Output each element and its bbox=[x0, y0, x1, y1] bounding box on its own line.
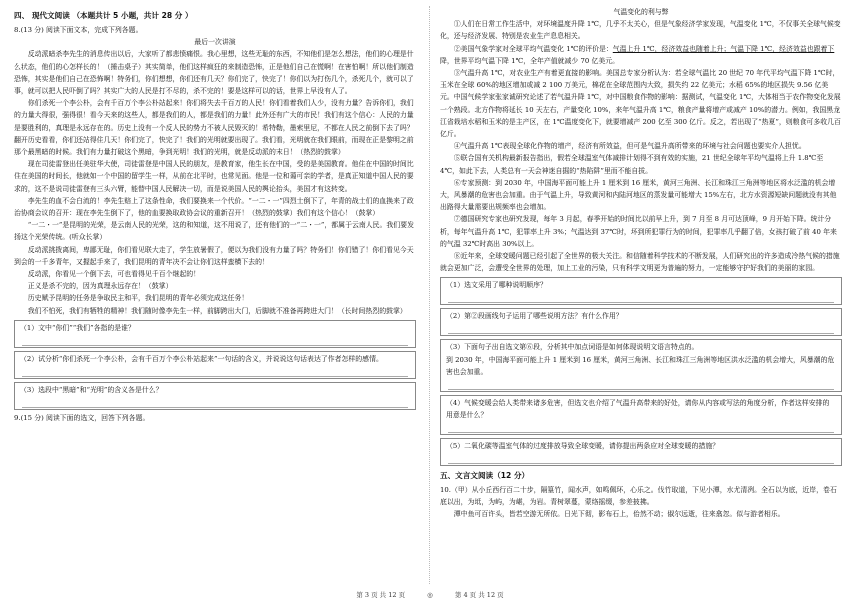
page-divider bbox=[429, 6, 430, 584]
question-text: （4）气候变暖会给人类带来诸多危害，但选文也介绍了气温升高带来的好处，请你从内容或写法的角度分析，作者这样安排的用意是什么？ bbox=[446, 399, 830, 420]
article-title-left: 最后一次讲演 bbox=[194, 38, 236, 47]
article-title-right: 气温变化的利与弊 bbox=[613, 8, 669, 16]
paragraph: ①人们在日常工作生活中，对环境温度升降 1℃，几乎不太关心，但是气象经济学家发现，气温变化 1℃，不仅事关全球气候变化，还与经济发展、特别是农业生产息息相关。 bbox=[440, 20, 841, 41]
question-box bbox=[440, 339, 842, 392]
question-text: （1）文中“你们”“我们”各指的是谁？ bbox=[20, 323, 135, 332]
paragraph: 反动派，你看见一个倒下去，可也看得见千百个继起的！ bbox=[27, 270, 201, 279]
answer-line[interactable] bbox=[22, 396, 408, 408]
binding-mark: ◎ bbox=[427, 591, 433, 599]
paragraph: ⑤联合国有关机构最新报告指出，假若全球温室气体减排计划得不到有效的实施，21 世纪全球年平均气温将上升 1.8℃至 4℃，如此下去，人类总有一天会神迷自掘的“热陷阱”里而不能自拔。 bbox=[440, 154, 824, 175]
paragraph: “一二・一”是昆明的光荣，是云南人民的光荣，这的和知道，这不用说了，还有他们的一“二・一”，都属于云南人民。我们要发扬这个光荣传统。(听众长掌） bbox=[14, 221, 414, 242]
q10-text-continued: 潭中鱼可百许头，皆若空游无所依。日光下彻，影布石上，佁然不动；俶尔远逝，往来翕忽。似与游者相乐。 bbox=[453, 510, 785, 519]
answer-line[interactable] bbox=[448, 421, 834, 433]
question-box bbox=[14, 320, 416, 348]
answer-line[interactable] bbox=[448, 322, 834, 334]
paragraph: 反动派暗杀李先生的消息传出以后，大家听了都悲愤痛恨。我心里想，这些无耻的东西，不知他们是怎么想法，他们的心理是什么状态，他们的心怎样长的！（捶击桌子）其实简单，他们这样疯狂的来制造恐怖，正是他们自己在慌啊！在害怕啊！所以他们制造恐怖，其实是他们自己在恐怖啊！特务们，你们想想，你们还有几天？你们完了，快完了！你们以为打伤几个，杀死几个，就可以了事，就可以把人民吓倒了吗？其实广大的人民是打不尽的，杀不完的！要是这样可以的话，世界上早没有人了。 bbox=[14, 50, 414, 96]
page-footer bbox=[0, 588, 860, 602]
paragraph-text: ②美国气象学家对全球平均气温变化 1℃的评价是： bbox=[453, 44, 613, 53]
section-four-title: 四、 现代文阅读 （本题共计 5 小题，共计 28 分 ） bbox=[14, 11, 193, 20]
q9-intro: 9.(15 分) 阅读下面的选文，回答下列各题。 bbox=[14, 413, 150, 422]
answer-line[interactable] bbox=[448, 291, 834, 303]
question-text: （2）第②段画线句子运用了哪些说明方法？有什么作用？ bbox=[446, 312, 623, 321]
answer-line[interactable] bbox=[448, 452, 834, 464]
question-text: （5）二氧化碳等温室气体的过度排放导致全球变暖，请你提出两条应对全球变暖的措施？ bbox=[446, 442, 720, 451]
paragraph-text: 降，世界平均气温下降 1℃，全年产值就减少 70 亿美元。 bbox=[440, 56, 620, 65]
question-box bbox=[14, 351, 416, 379]
question-box bbox=[440, 395, 842, 435]
section-five-title: 五、文言文阅读（12 分） bbox=[440, 471, 530, 481]
answer-line[interactable] bbox=[22, 334, 408, 346]
paragraph: 反动派挑拨离间，卑鄙无耻，你们看见联大走了，学生放暑假了，便以为我们没有力量了吗？特务们！你们错了！你们看见今天到会的一千多青年，又握起手来了，我们昆明的青年决不会让你们这样蛮横下去的！ bbox=[14, 245, 414, 266]
question-text: （2）试分析“你们杀死一个李公朴，会有千百万个李公朴站起来”一句话的含义，并说说这句话表达了作者怎样的感情。 bbox=[20, 354, 383, 363]
paragraph bbox=[440, 43, 842, 67]
question-box bbox=[440, 308, 842, 336]
q8-intro: 8.(13 分) 阅读下面文本，完成下列各题。 bbox=[14, 26, 143, 34]
paragraph: 我们不怕死，我们有牺牲的精神！我们随时像李先生一样，前脚跨出大门，后脚就不准备再跨进大门！（长时间热烈的鼓掌） bbox=[27, 306, 407, 315]
page-number-right: 第 4 页 共 12 页 bbox=[454, 591, 504, 599]
q10-text: 10.（甲）从小丘西行百二十步，隔篁竹，闻水声，如鸣佩环，心乐之。伐竹取道，下见小潭，水尤清冽。全石以为底，近岸，卷石底以出，为坻，为屿，为嵁，为岩。青树翠蔓，蒙络摇缀，参差披拂。 bbox=[440, 486, 837, 507]
paragraph: ⑦德国研究专家也研究发现，每年 3 月起，春季开始的时间比以前早上升，到 7 月至 8 月可达顶峰，9 月开始下降。统计分析，每年气温升高 1℃，犯罪率上升 3%；气温达到 37℃时，坏到所犯罪行为的时间，犯罪率几乎翻了倍，女孩打破了前 40 年来的气温 32℃时高出 30%以上。 bbox=[440, 215, 837, 248]
question-text: （3）下面句子出自选文第⑥段，分析其中加点词语是如何体现说明文语言特点的。 bbox=[446, 343, 699, 352]
page-number-left: 第 3 页 共 12 页 bbox=[356, 591, 406, 599]
paragraph: 正义是杀不完的，因为真理永远存在！（鼓掌） bbox=[27, 282, 173, 291]
question-box bbox=[440, 438, 842, 466]
answer-line[interactable] bbox=[22, 365, 408, 377]
paragraph: ⑧近年来，全球变暖问题已经引起了全世界的极大关注。和信随着科学技术的不断发展，人们研究出的许多造成冷热气候的措施就会更加广泛，会遭受全世界的处理，加上工业的污染，只有科学文明更为普遍的努力，一定能够守护好我们的美丽的家园。 bbox=[440, 252, 840, 273]
question-quote: 到 2030 年，中国海平面可能上升 1 厘米到 16 厘米，黄河三角洲、长江和珠江三角洲等地区洪水泛滥的机会增大，风暴潮的危害也会加重。 bbox=[446, 355, 835, 376]
paragraph: ③气温升高 1℃，对农业生产有着更直接的影响。美国总专家分析认为：若全球气温比 20 世纪 70 年代平均气温下降 1℃时，玉米在全球 60%的地区增加或减 2 100 万美元，棉花在全球范围内大致，损失约 22 亿美元；水稻 65%的地区损失 9.56 亿美元。中国气候学家张家诚研究论述了若气温升降 1℃，对中国粮食作物的影响：据测试，气温变化 1℃，大体相当于农作物变化发展一个熟段。北方作物将延长 10 天左右，产量变化 10%，来年气温升高 1℃，粮食产量将增产或减产 10%的潜力。例如，我国黑龙江省栽培水稻和玉米的是主产区，在 1℃温度变化下，就要增减产 200 亿至 300 亿斤。反之，若出现了“热夏”，则粮食可多收几百亿斤。 bbox=[440, 69, 841, 139]
paragraph: 历史赋予昆明的任务是争取民主和平，我们昆明的青年必须完成这任务！ bbox=[27, 294, 249, 303]
paragraph: ⑥专家预测：到 2030 年，中国海平面可能上升 1 厘米到 16 厘米，黄河三角洲、长江和珠江三角洲等地区将水泛滥的机会增大，风暴潮的危害也会加重。由于气温上升，导致黄河和内陆河地区的蒸发量可能增大 15%左右，北方水资源短缺问题就没有其他出路得大量需要出规频率也会增加。 bbox=[440, 178, 837, 212]
question-text: （1）选文采用了哪种说明顺序？ bbox=[446, 281, 547, 290]
answer-line[interactable] bbox=[448, 378, 834, 390]
paragraph: 李先生的血不会白流的！李先生赔上了这条性命，我们要换来一个代价。“一二・一”四烈士倒下了，年青的战士们的血换来了政治协商会议的召开：现在李先生倒下了，他的血要换取政协会议的重新召开！（热烈的鼓掌）我们有这个信心！（鼓掌） bbox=[14, 196, 414, 218]
question-text: （3）选段中“黑暗”和“光明”的含义各是什么？ bbox=[20, 385, 163, 394]
paragraph: 你们杀死一个李公朴，会有千百万个李公朴站起来！你们将失去千百万的人民！你们看着我们人少，没有力量？告诉你们，我们的力量大得很，强得很！看今天来的这些人，都是我们的人，都是我们的力量！此外还有广大的市民！我们有这个信心：人民的力量是要胜利的，真理是永远存在的。历史上没有一个反人民的势力不被人民毁灭的！希特勒，墨索里尼，不都在人民之前倒下去了吗？翻开历史看看，你们还站得住几天！你们完了，快完了！我们的光明就要出现了。我们看，光明就在我们眼前，而现在正是黎明之前那个最黑暗的时候。我们有力量打破这个黑暗，争到光明！我们的光明，就是反动派的末日！（热烈的鼓掌） bbox=[14, 99, 414, 157]
right-page bbox=[440, 6, 842, 584]
left-page bbox=[14, 6, 416, 584]
question-box bbox=[440, 277, 842, 305]
paragraph: 现在司徒雷登出任美驻华大使，司徒雷登是中国人民的朋友，是教育家，他生长在中国，受的是美国教育。他住在中国的时间比住在美国的时间长，他就如一个中国的留学生一样，从前在北平时，也常见面。他是一位和蔼可亲的学者，是真正知道中国人民的要求的，这不是说司徒雷登有三头六臂，能替中国人民解决一切，而是说美国人民的舆论抬头，美国才有这转变。 bbox=[14, 160, 414, 193]
question-box bbox=[14, 382, 416, 410]
paragraph: ④气温升高 1℃表现全球化作物的增产，经济有所效益，但可是气温升高所带来的环境与社会问题也要实介人担忧。 bbox=[453, 142, 806, 151]
underlined-sentence: 气温上升 1℃，经济效益也随着上升；气温下降 1℃，经济效益也跟着下 bbox=[612, 44, 835, 53]
